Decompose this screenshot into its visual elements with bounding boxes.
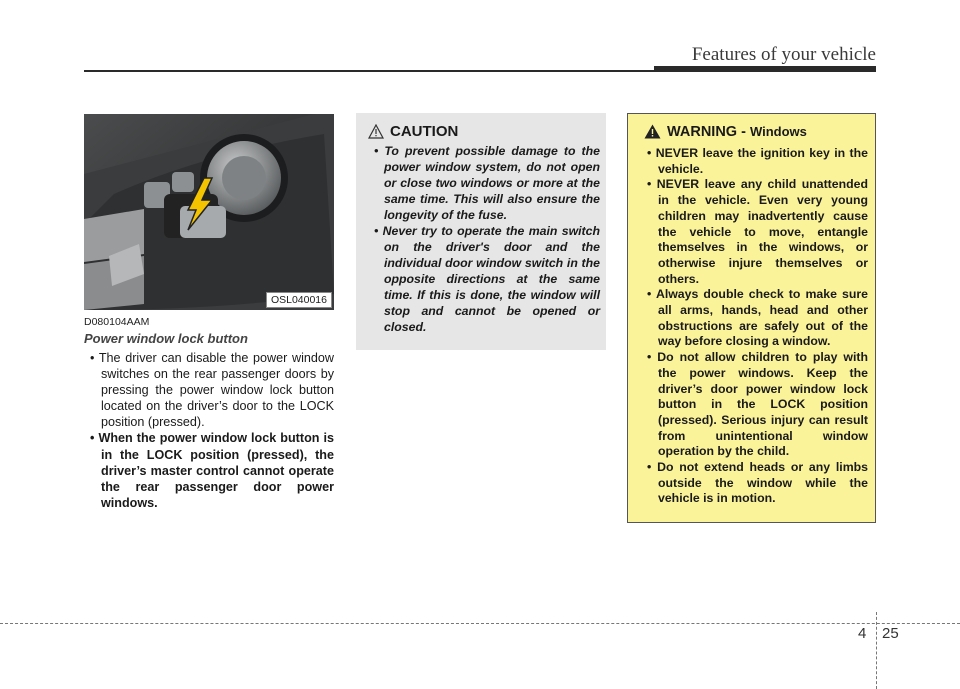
- warning-bullet: • NEVER leave the ignition key in the vehicle.: [647, 146, 868, 176]
- header-rule: [84, 70, 654, 72]
- warning-title: WARNING -: [667, 124, 750, 140]
- section-code: D080104AAM: [84, 316, 150, 328]
- caution-list: [366, 143, 600, 335]
- door-panel-illustration: [84, 114, 334, 310]
- body-bullet-bold: • When the power window lock button is in the LOCK position (pressed), the driver’s master control cannot operate the rear passenger door power windows.: [90, 431, 334, 510]
- body-bullets: [84, 350, 334, 511]
- footer-rule: [0, 623, 960, 624]
- door-switch-photo: [84, 114, 334, 310]
- warning-triangle-icon: [644, 124, 661, 143]
- warning-list: [638, 146, 868, 507]
- warning-bullet: • Always double check to make sure all arms, hands, head and other obstructions are safely out of the way before closing a window.: [647, 287, 868, 349]
- caution-bullet: • Never try to operate the main switch on the driver's door and the individual door window switch in the opposite directions at the same time. If this is done, the window will stop and cannot be opened or closed.: [374, 224, 600, 334]
- photo-label: OSL040016: [266, 292, 332, 308]
- footer-vertical-rule: [876, 612, 877, 689]
- caution-bullet: • To prevent possible damage to the power window system, do not open or close two windows or more at the same time. This will also ensure the longevity of the fuse.: [374, 144, 600, 222]
- caution-box: [356, 113, 606, 350]
- body-bullet: • The driver can disable the power window switches on the rear passenger doors by pressing the power window lock button located on the driver’s door to the LOCK position (pressed).: [90, 351, 334, 430]
- caution-heading: [368, 123, 458, 143]
- header-rule-thick: [654, 66, 876, 72]
- warning-bullet: • Do not allow children to play with the power windows. Keep the driver’s door power window lock button in the LOCK position (pressed). Serious injury can result from unintentional window operation by the child.: [647, 350, 868, 459]
- section-subtitle: Power window lock button: [84, 331, 248, 346]
- caution-title: CAUTION: [390, 123, 459, 140]
- warning-bullet: • Do not extend heads or any limbs outside the window while the vehicle is in motion.: [647, 460, 868, 506]
- page-number: 25: [882, 625, 899, 642]
- page-header-title: Features of your vehicle: [691, 44, 876, 65]
- warning-box: [627, 113, 876, 523]
- warning-subtitle: Windows: [749, 124, 807, 139]
- page-chapter: 4: [858, 625, 867, 642]
- warning-heading: [644, 124, 807, 143]
- warning-bullet: • NEVER leave any child unattended in the vehicle. Even very young children may inadvertently cause the vehicle to move, entangle themselves in the windows, or otherwise injure themselves or others.: [647, 177, 868, 286]
- caution-triangle-icon: [368, 124, 384, 143]
